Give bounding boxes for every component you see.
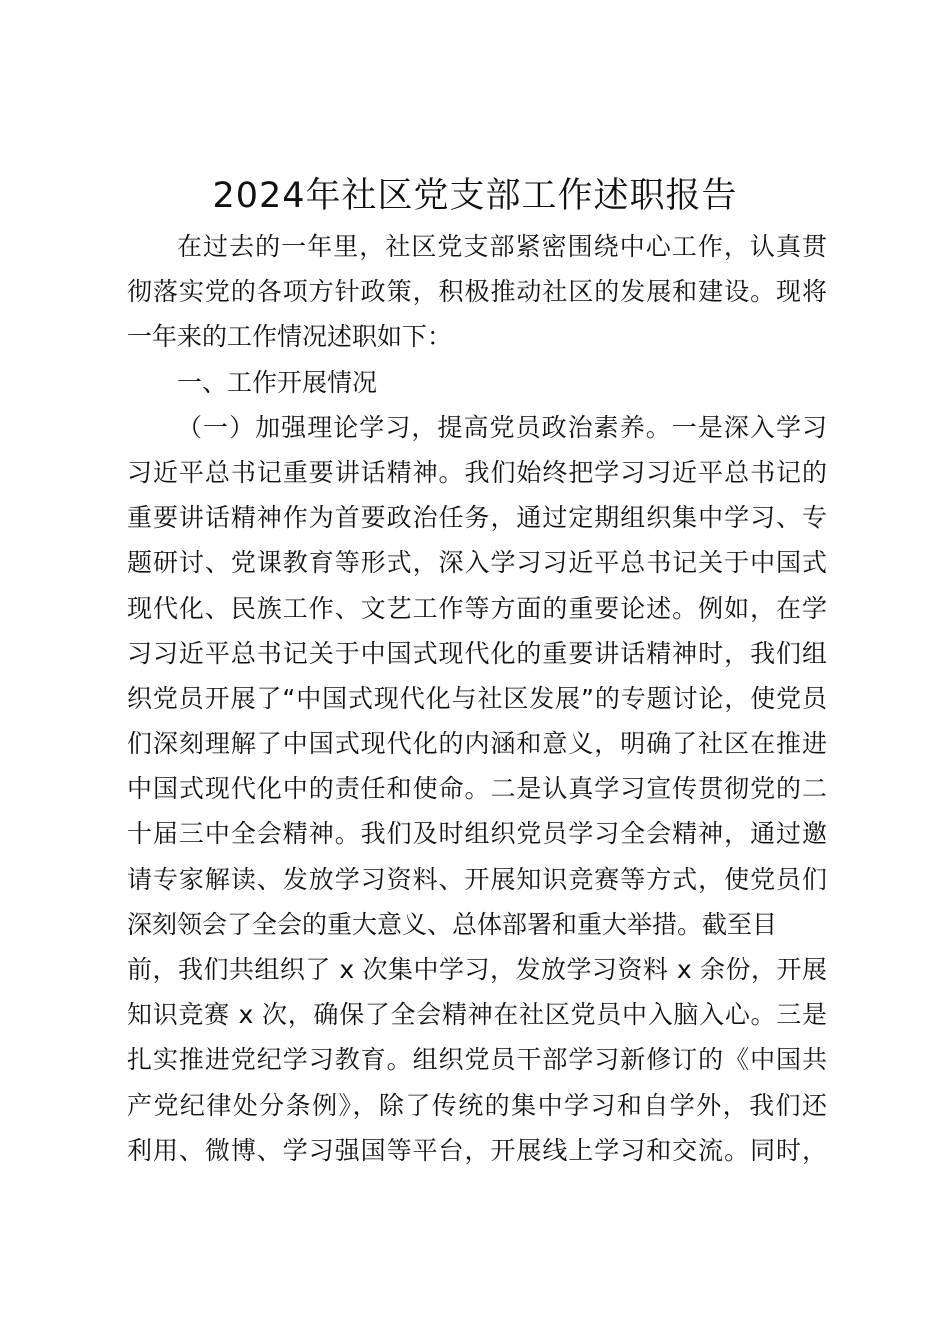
paragraph-line: 现代化、民族工作、文艺工作等方面的重要论述。例如，在学 (127, 593, 827, 623)
paragraph-line: 织党员开展了“中国式现代化与社区发展”的专题讨论，使党员 (127, 683, 827, 713)
document-title: 2024年社区党支部工作述职报告 (212, 176, 738, 216)
paragraph-line: 产党纪律处分条例》，除了传统的集中学习和自学外，我们还 (127, 1090, 827, 1120)
paragraph-line: 们深刻理解了中国式现代化的内涵和意义，明确了社区在推进 (127, 729, 827, 759)
paragraph-line: 请专家解读、发放学习资料、开展知识竞赛等方式，使党员们 (127, 864, 827, 894)
paragraph-line: 重要讲话精神作为首要政治任务，通过定期组织集中学习、专 (127, 503, 827, 533)
paragraph-line: 彻落实党的各项方针政策，积极推动社区的发展和建设。现将 (127, 277, 827, 307)
paragraph-line: 利用、微博、学习强国等平台，开展线上学习和交流。同时， (127, 1135, 827, 1165)
paragraph-line: 知识竞赛 x 次，确保了全会精神在社区党员中入脑入心。三是 (127, 1000, 827, 1030)
paragraph-line: 习习近平总书记关于中国式现代化的重要讲话精神时，我们组 (127, 638, 827, 668)
paragraph-line: 一年来的工作情况述职如下： (127, 322, 453, 352)
paragraph-line: 前，我们共组织了 x 次集中学习，发放学习资料 x 余份，开展 (127, 955, 827, 984)
paragraph-line: 在过去的一年里，社区党支部紧密围绕中心工作，认真贯 (177, 232, 827, 261)
paragraph-line: 扎实推进党纪学习教育。组织党员干部学习新修订的《中国共 (127, 1045, 827, 1075)
document-body (127, 224, 827, 1173)
paragraph-line: 十届三中全会精神。我们及时组织党员学习全会精神，通过邀 (127, 819, 827, 849)
paragraph-line: （一）加强理论学习，提高党员政治素养。一是深入学习 (177, 412, 827, 442)
paragraph-line: 中国式现代化中的责任和使命。二是认真学习宣传贯彻党的二 (127, 774, 827, 804)
paragraph-line: 深刻领会了全会的重大意义、总体部署和重大举措。截至目 (127, 909, 778, 939)
paragraph-line: 习近平总书记重要讲话精神。我们始终把学习习近平总书记的 (127, 457, 827, 487)
paragraph-line: 题研讨、党课教育等形式，深入学习习近平总书记关于中国式 (127, 548, 827, 578)
section-heading: 一、工作开展情况 (177, 367, 378, 397)
